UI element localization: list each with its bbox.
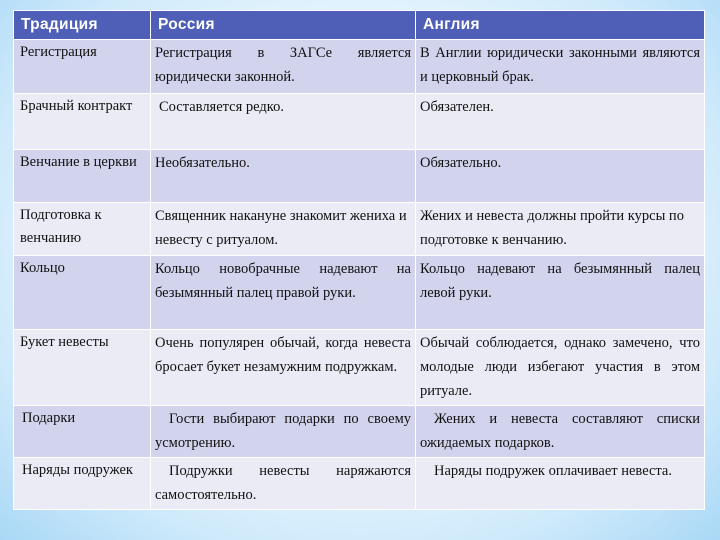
tradition-cell: Наряды подружек xyxy=(14,458,151,510)
header-england: Англия xyxy=(416,11,705,40)
table-header-row xyxy=(14,11,705,40)
table-row xyxy=(14,203,705,256)
tradition-cell: Брачный контракт xyxy=(14,94,151,150)
tradition-cell: Подарки xyxy=(14,406,151,458)
table-row xyxy=(14,458,705,510)
russia-cell: Необязательно. xyxy=(151,150,416,203)
russia-cell: Составляется редко. xyxy=(151,94,416,150)
russia-cell: Подружки невесты наряжаются самостоятельно. xyxy=(151,458,416,510)
traditions-table xyxy=(13,10,705,510)
table-row xyxy=(14,40,705,94)
header-tradition: Традиция xyxy=(14,11,151,40)
table-row xyxy=(14,256,705,330)
tradition-cell: Подготовка к венчанию xyxy=(14,203,151,256)
russia-cell: Очень популярен обычай, когда невеста бросает букет незамужним подружкам. xyxy=(151,330,416,406)
tradition-cell: Букет невесты xyxy=(14,330,151,406)
england-cell: Обязательно. xyxy=(416,150,705,203)
header-russia: Россия xyxy=(151,11,416,40)
table-row xyxy=(14,150,705,203)
england-cell: Обычай соблюдается, однако замечено, что молодые люди избегают участия в этом ритуале. xyxy=(416,330,705,406)
tradition-cell: Регистрация xyxy=(14,40,151,94)
table-row xyxy=(14,94,705,150)
england-cell: Кольцо надевают на безымянный палец левой руки. xyxy=(416,256,705,330)
tradition-cell: Кольцо xyxy=(14,256,151,330)
england-cell: Обязателен. xyxy=(416,94,705,150)
tradition-cell: Венчание в церкви xyxy=(14,150,151,203)
england-cell: Жених и невеста составляют списки ожидаемых подарков. xyxy=(416,406,705,458)
russia-cell: Кольцо новобрачные надевают на безымянный палец правой руки. xyxy=(151,256,416,330)
russia-cell: Регистрация в ЗАГСе является юридически законной. xyxy=(151,40,416,94)
table-row xyxy=(14,330,705,406)
russia-cell: Гости выбирают подарки по своему усмотрению. xyxy=(151,406,416,458)
england-cell: В Англии юридически законными являются и церковный брак. xyxy=(416,40,705,94)
england-cell: Наряды подружек оплачивает невеста. xyxy=(416,458,705,510)
russia-cell: Священник накануне знакомит жениха и невесту с ритуалом. xyxy=(151,203,416,256)
table-row xyxy=(14,406,705,458)
england-cell: Жених и невеста должны пройти курсы по подготовке к венчанию. xyxy=(416,203,705,256)
